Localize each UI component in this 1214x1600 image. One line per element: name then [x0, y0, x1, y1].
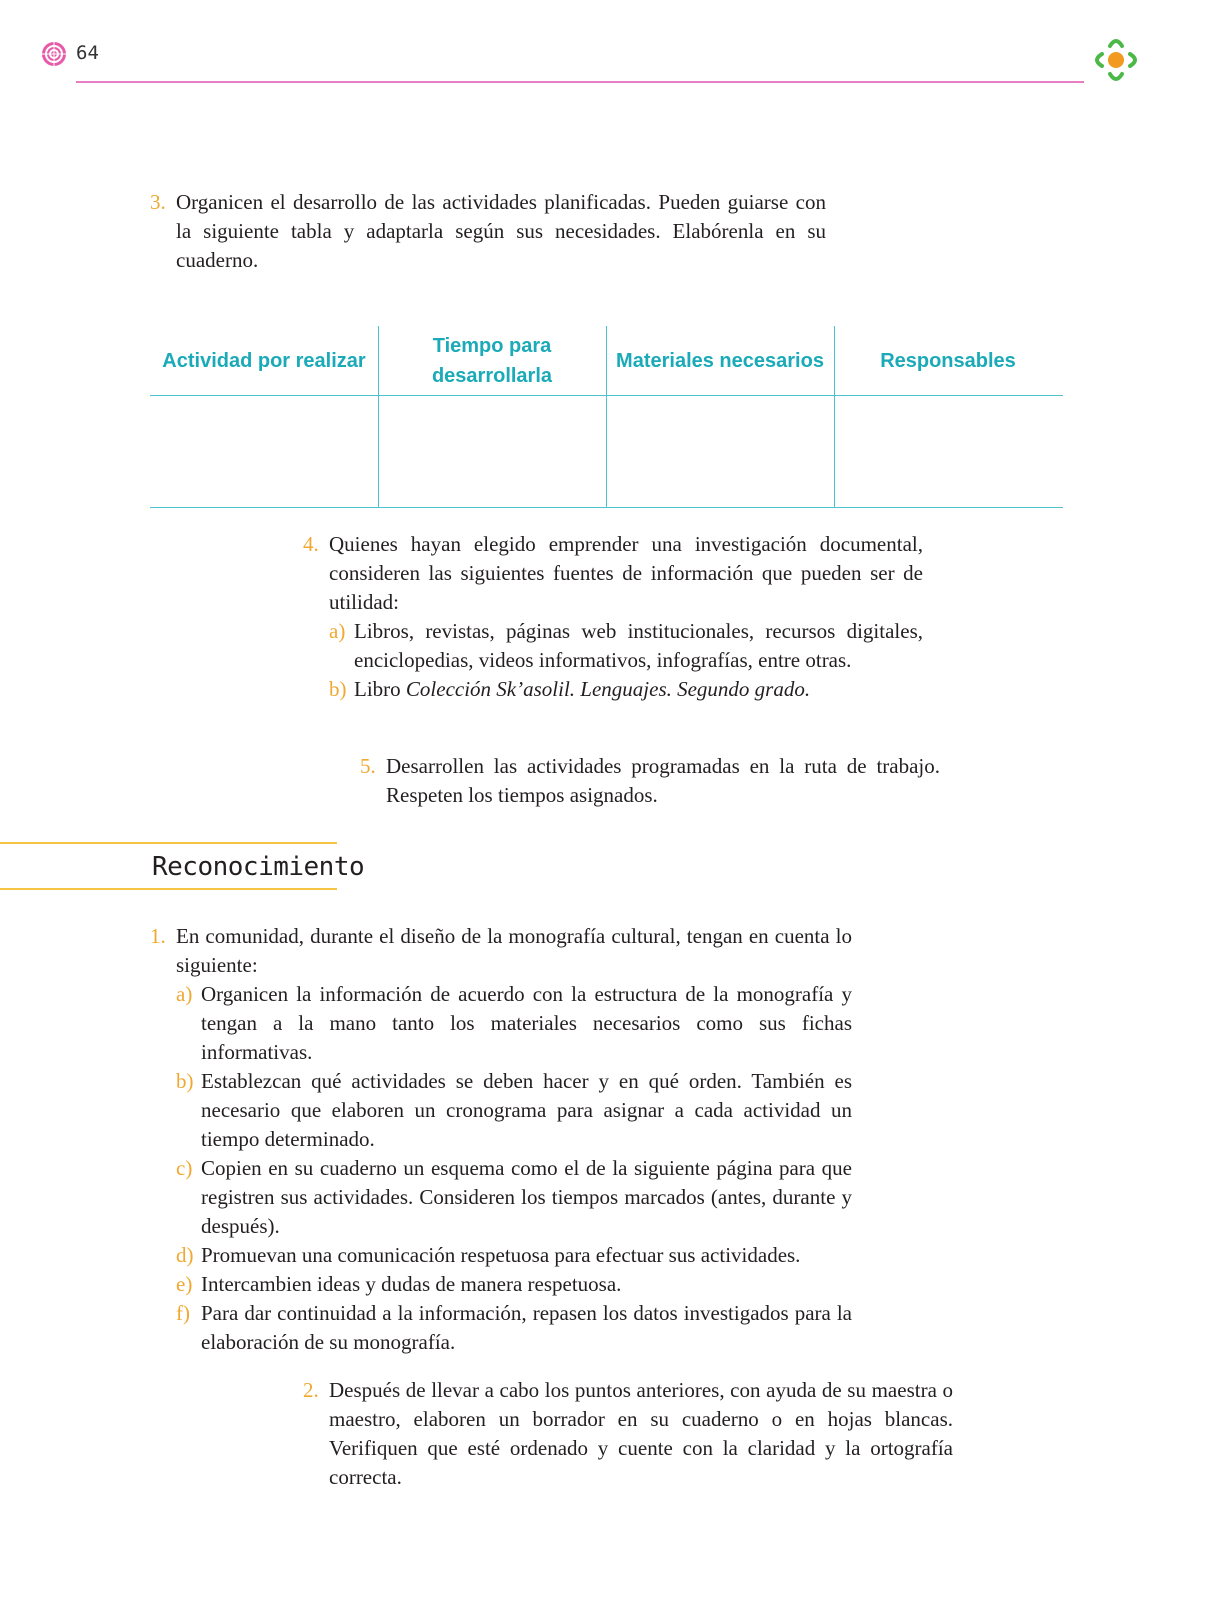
recognition-1 [150, 922, 852, 1357]
subitem-text: Copien en su cuaderno un esquema como el de la siguiente página para que registren sus actividades. Consideren los tiempos marcados (antes, durante y después). [201, 1156, 852, 1238]
subitem-letter: c) [176, 1156, 193, 1180]
step-4-subitem-a [329, 617, 923, 675]
page-number: 64 [76, 42, 99, 64]
subitem-text: Intercambien ideas y dudas de manera respetuosa. [201, 1272, 622, 1296]
subitem-letter: b) [176, 1069, 194, 1093]
table-divider [606, 326, 607, 508]
activity-planning-table [150, 326, 1063, 508]
step-5-text: Desarrollen las actividades programadas en la ruta de trabajo. Respeten los tiempos asignados. [386, 754, 940, 807]
step-4-text: Quienes hayan elegido emprender una investigación documental, consideren las siguientes fuentes de información que pueden ser de utilidad: [329, 532, 923, 614]
table-divider [378, 326, 379, 508]
step-4-subitem-b [329, 675, 923, 704]
recognition-1-subitem-d [176, 1241, 852, 1270]
subitem-letter: a) [329, 619, 346, 643]
table-cell-materials [606, 396, 834, 507]
recognition-2 [303, 1376, 953, 1492]
section-rule-bottom [0, 888, 337, 890]
step-3 [150, 188, 826, 275]
section-rule-top [0, 842, 337, 844]
header-rule [76, 81, 1084, 83]
book-title: Colección Sk’asolil. Lenguajes. Segundo grado. [405, 677, 811, 701]
step-3-item [150, 188, 826, 275]
subitem-prefix: Libro [354, 677, 406, 701]
four-petal-ornament-icon [1090, 34, 1142, 86]
subitem-letter: e) [176, 1272, 193, 1296]
decorative-flower-icon [40, 40, 68, 68]
recognition-2-item [303, 1376, 953, 1492]
recognition-1-number: 1. [150, 924, 166, 948]
step-4-item [303, 530, 923, 617]
step-5 [360, 752, 940, 810]
step-5-item [360, 752, 940, 810]
subitem-letter: f) [176, 1301, 190, 1325]
subitem-text: Organicen la información de acuerdo con la estructura de la monografía y tengan a la mano tanto los materiales necesarios como sus fichas informativas. [201, 982, 852, 1064]
subitem-text: Promuevan una comunicación respetuosa para efectuar sus actividades. [201, 1243, 801, 1267]
subitem-letter: a) [176, 982, 193, 1006]
table-header-responsible: Responsables [880, 349, 1016, 372]
recognition-1-subitem-c [176, 1154, 852, 1241]
recognition-1-subitem-a [176, 980, 852, 1067]
subitem-text: Para dar continuidad a la información, repasen los datos investigados para la elaboración de su monografía. [201, 1301, 852, 1354]
table-divider [834, 326, 835, 508]
subitem-text: Establezcan qué actividades se deben hacer y en qué orden. También es necesario que elaboren un cronograma para asignar a cada actividad un tiempo determinado. [201, 1069, 852, 1151]
recognition-1-item [150, 922, 852, 980]
recognition-2-number: 2. [303, 1378, 319, 1402]
step-5-number: 5. [360, 754, 376, 778]
recognition-1-subitem-b [176, 1067, 852, 1154]
step-4 [303, 530, 923, 704]
recognition-1-subitem-e [176, 1270, 852, 1299]
subitem-text: Libros, revistas, páginas web institucionales, recursos digitales, enciclopedias, videos informativos, infografías, entre otras. [354, 619, 923, 672]
table-cell-responsible [834, 396, 1062, 507]
step-4-number: 4. [303, 532, 319, 556]
recognition-1-text: En comunidad, durante el diseño de la monografía cultural, tengan en cuenta lo siguiente: [176, 924, 852, 977]
subitem-letter: d) [176, 1243, 194, 1267]
subitem-letter: b) [329, 677, 347, 701]
table-cell-activity [150, 396, 378, 507]
recognition-1-subitem-f [176, 1299, 852, 1357]
step-3-text: Organicen el desarrollo de las actividades planificadas. Pueden guiarse con la siguiente tabla y adaptarla según sus necesidades. Elabórenla en su cuaderno. [176, 190, 826, 272]
table-header-time: Tiempo para desarrollarla [431, 334, 553, 387]
section-title: Reconocimiento [152, 852, 365, 882]
table-cell-time [378, 396, 606, 507]
recognition-2-text: Después de llevar a cabo los puntos anteriores, con ayuda de su maestra o maestro, elaboren un borrador en su cuaderno o en hojas blancas. Verifiquen que esté ordenado y cuente con la claridad y la ortografía correcta. [329, 1378, 953, 1489]
table-header-materials: Materiales necesarios [616, 349, 824, 372]
table-header-activity: Actividad por realizar [162, 349, 366, 372]
step-3-number: 3. [150, 190, 166, 214]
